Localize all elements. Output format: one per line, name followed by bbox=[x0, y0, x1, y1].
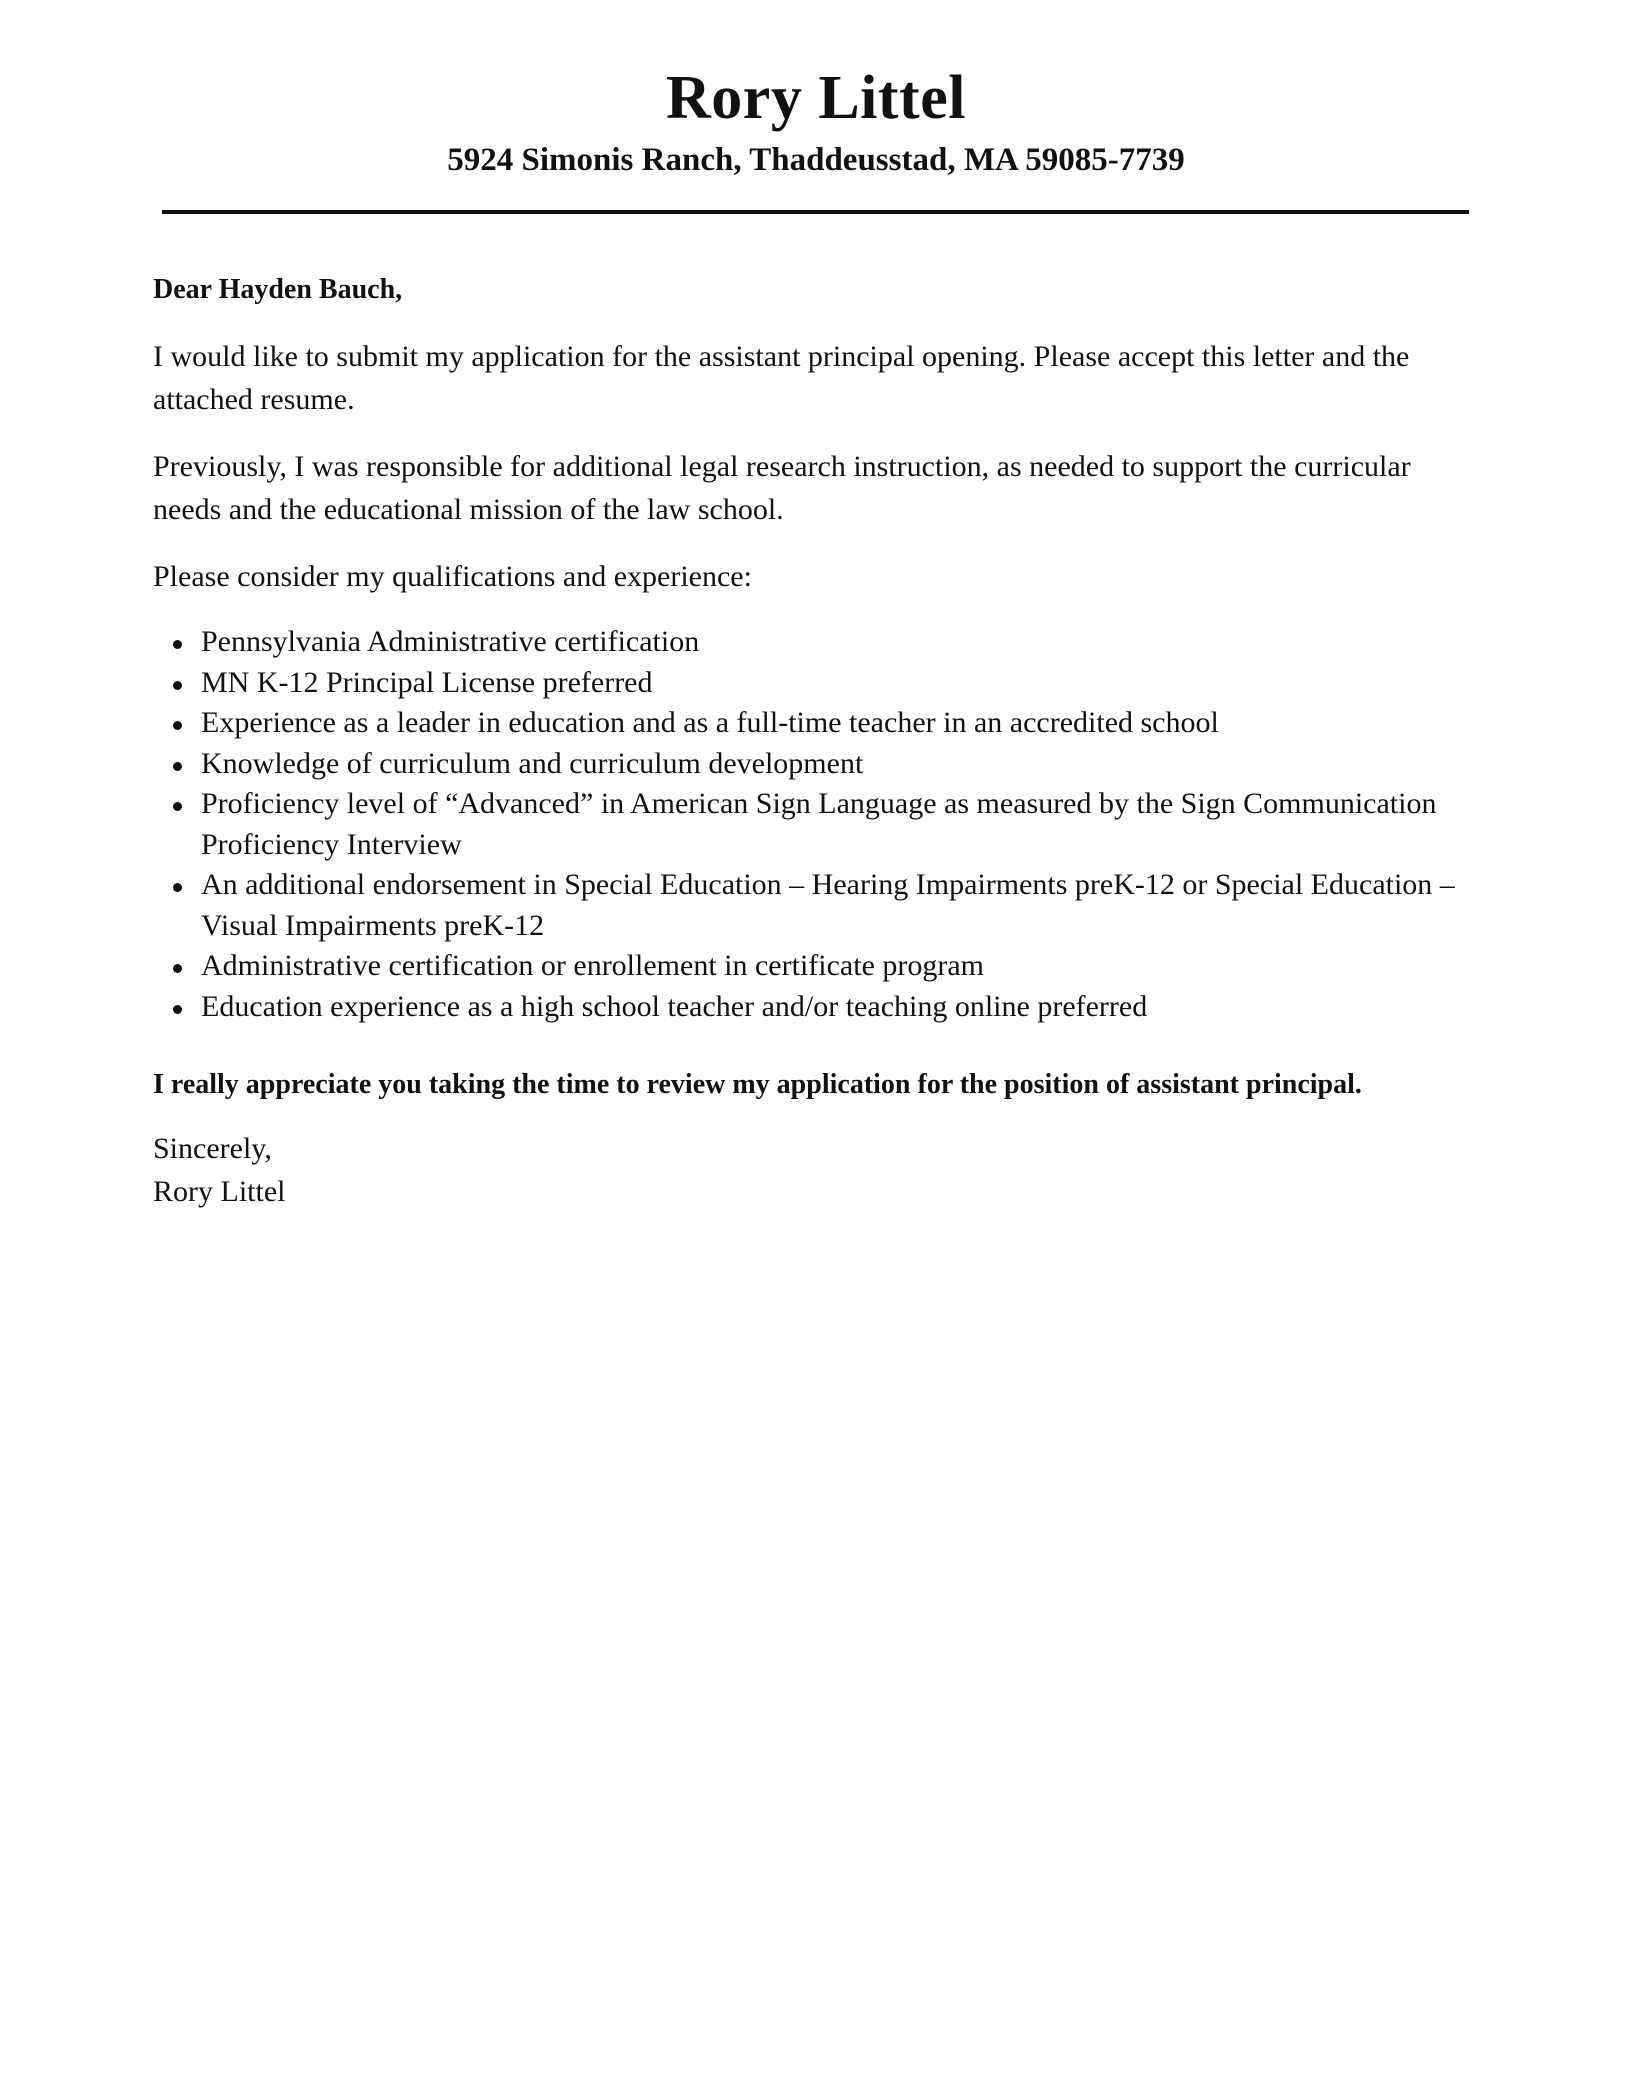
list-item: Experience as a leader in education and as a full-time teacher in an accredited school bbox=[201, 703, 1483, 744]
list-item: Education experience as a high school teacher and/or teaching online preferred bbox=[201, 987, 1483, 1028]
list-item: An additional endorsement in Special Education – Hearing Impairments preK-12 or Special Education – Visual Impairments preK-12 bbox=[201, 865, 1483, 946]
applicant-name: Rory Littel bbox=[666, 64, 966, 132]
closing-statement: I really appreciate you taking the time to review my application for the position of assistant principal. bbox=[153, 1069, 1362, 1100]
signoff bbox=[153, 1127, 1483, 1213]
paragraph-intro: I would like to submit my application for the assistant principal opening. Please accept this letter and the attached resume. bbox=[153, 340, 1410, 416]
paragraph-experience: Previously, I was responsible for additional legal research instruction, as needed to support the curricular needs and the educational mission of the law school. bbox=[153, 450, 1411, 526]
letter-header bbox=[0, 58, 1632, 178]
salutation: Dear Hayden Bauch, bbox=[153, 274, 403, 305]
list-item: Knowledge of curriculum and curriculum development bbox=[201, 744, 1483, 785]
paragraph-qualifications-lead: Please consider my qualifications and experience: bbox=[153, 560, 752, 593]
signoff-text: Sincerely, bbox=[153, 1132, 272, 1165]
qualifications-list bbox=[153, 622, 1483, 1027]
signature-name: Rory Littel bbox=[153, 1175, 286, 1208]
list-item: Pennsylvania Administrative certification bbox=[201, 622, 1483, 663]
list-item: MN K-12 Principal License preferred bbox=[201, 663, 1483, 704]
letter-body bbox=[153, 270, 1483, 1213]
list-item: Administrative certification or enrollement in certificate program bbox=[201, 946, 1483, 987]
list-item: Proficiency level of “Advanced” in American Sign Language as measured by the Sign Communication Proficiency Interview bbox=[201, 784, 1483, 865]
applicant-address: 5924 Simonis Ranch, Thaddeusstad, MA 59085-7739 bbox=[447, 142, 1185, 178]
header-divider bbox=[162, 210, 1469, 214]
